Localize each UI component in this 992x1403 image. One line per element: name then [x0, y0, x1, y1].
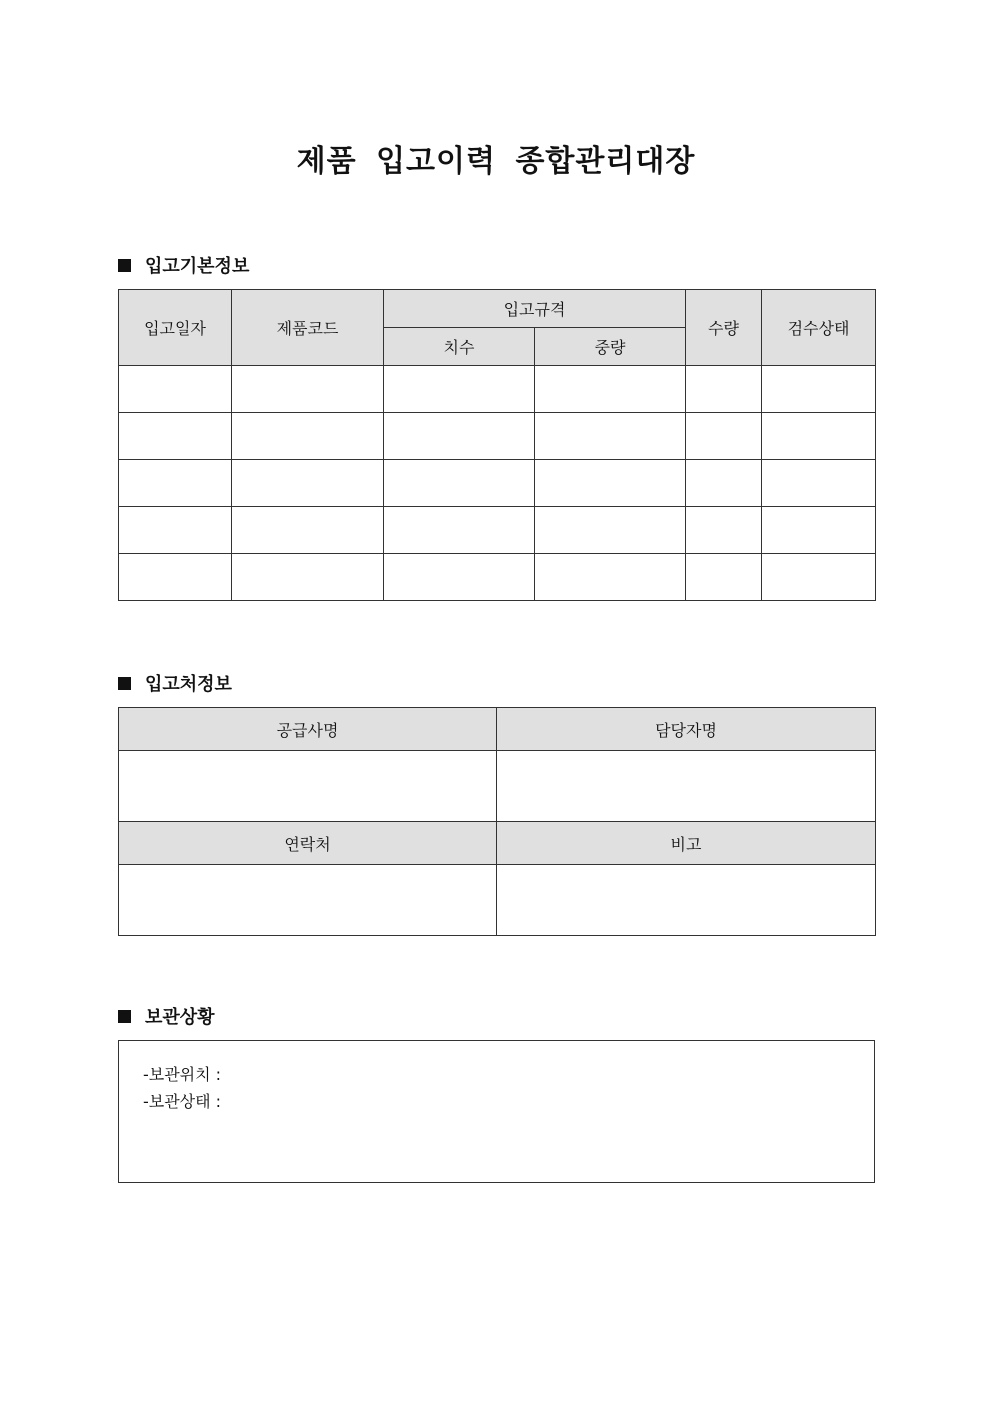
table-row	[119, 507, 876, 554]
cell-date[interactable]	[119, 460, 232, 507]
receipt-info-table	[118, 289, 876, 601]
cell-date[interactable]	[119, 366, 232, 413]
cell-inspection[interactable]	[762, 507, 876, 554]
table-row	[119, 413, 876, 460]
storage-status-line: -보관상태 :	[143, 1092, 222, 1111]
header-note: 비고	[497, 822, 876, 865]
cell-weight[interactable]	[535, 554, 686, 601]
cell-quantity[interactable]	[686, 507, 762, 554]
cell-weight[interactable]	[535, 460, 686, 507]
table-row	[119, 460, 876, 507]
cell-supplier-name[interactable]	[119, 751, 497, 822]
cell-dimension[interactable]	[384, 460, 535, 507]
header-quantity: 수량	[686, 290, 762, 366]
cell-contact[interactable]	[119, 865, 497, 936]
table-row	[119, 366, 876, 413]
cell-dimension[interactable]	[384, 366, 535, 413]
section-heading-storage	[118, 1004, 215, 1028]
cell-inspection[interactable]	[762, 460, 876, 507]
supplier-info-table	[118, 707, 876, 936]
storage-status-box[interactable]	[118, 1040, 875, 1183]
cell-date[interactable]	[119, 554, 232, 601]
cell-quantity[interactable]	[686, 413, 762, 460]
section-heading-supplier	[118, 671, 232, 695]
cell-dimension[interactable]	[384, 413, 535, 460]
cell-product-code[interactable]	[232, 460, 384, 507]
header-manager-name: 담당자명	[497, 708, 876, 751]
cell-weight[interactable]	[535, 413, 686, 460]
header-supplier-name: 공급사명	[119, 708, 497, 751]
square-bullet-icon	[118, 1010, 131, 1023]
header-contact: 연락처	[119, 822, 497, 865]
cell-note[interactable]	[497, 865, 876, 936]
cell-weight[interactable]	[535, 366, 686, 413]
header-weight: 중량	[535, 328, 686, 366]
square-bullet-icon	[118, 677, 131, 690]
cell-inspection[interactable]	[762, 413, 876, 460]
cell-date[interactable]	[119, 413, 232, 460]
cell-manager-name[interactable]	[497, 751, 876, 822]
section-title-storage: 보관상황	[145, 1007, 215, 1028]
cell-quantity[interactable]	[686, 460, 762, 507]
cell-dimension[interactable]	[384, 554, 535, 601]
cell-product-code[interactable]	[232, 413, 384, 460]
section-title-supplier: 입고처정보	[145, 674, 232, 695]
header-inspection: 검수상태	[762, 290, 876, 366]
table-row	[119, 554, 876, 601]
page-title: 제품 입고이력 종합관리대장	[296, 144, 696, 179]
square-bullet-icon	[118, 259, 131, 272]
header-dimension: 치수	[384, 328, 535, 366]
cell-quantity[interactable]	[686, 366, 762, 413]
cell-dimension[interactable]	[384, 507, 535, 554]
cell-product-code[interactable]	[232, 554, 384, 601]
storage-location-line: -보관위치 :	[143, 1065, 222, 1084]
section-heading-receipt	[118, 253, 249, 277]
cell-quantity[interactable]	[686, 554, 762, 601]
header-spec: 입고규격	[384, 290, 686, 328]
cell-inspection[interactable]	[762, 554, 876, 601]
cell-date[interactable]	[119, 507, 232, 554]
cell-weight[interactable]	[535, 507, 686, 554]
cell-product-code[interactable]	[232, 507, 384, 554]
cell-inspection[interactable]	[762, 366, 876, 413]
section-title-receipt: 입고기본정보	[145, 256, 250, 277]
cell-product-code[interactable]	[232, 366, 384, 413]
header-date: 입고일자	[119, 290, 232, 366]
header-product-code: 제품코드	[232, 290, 384, 366]
